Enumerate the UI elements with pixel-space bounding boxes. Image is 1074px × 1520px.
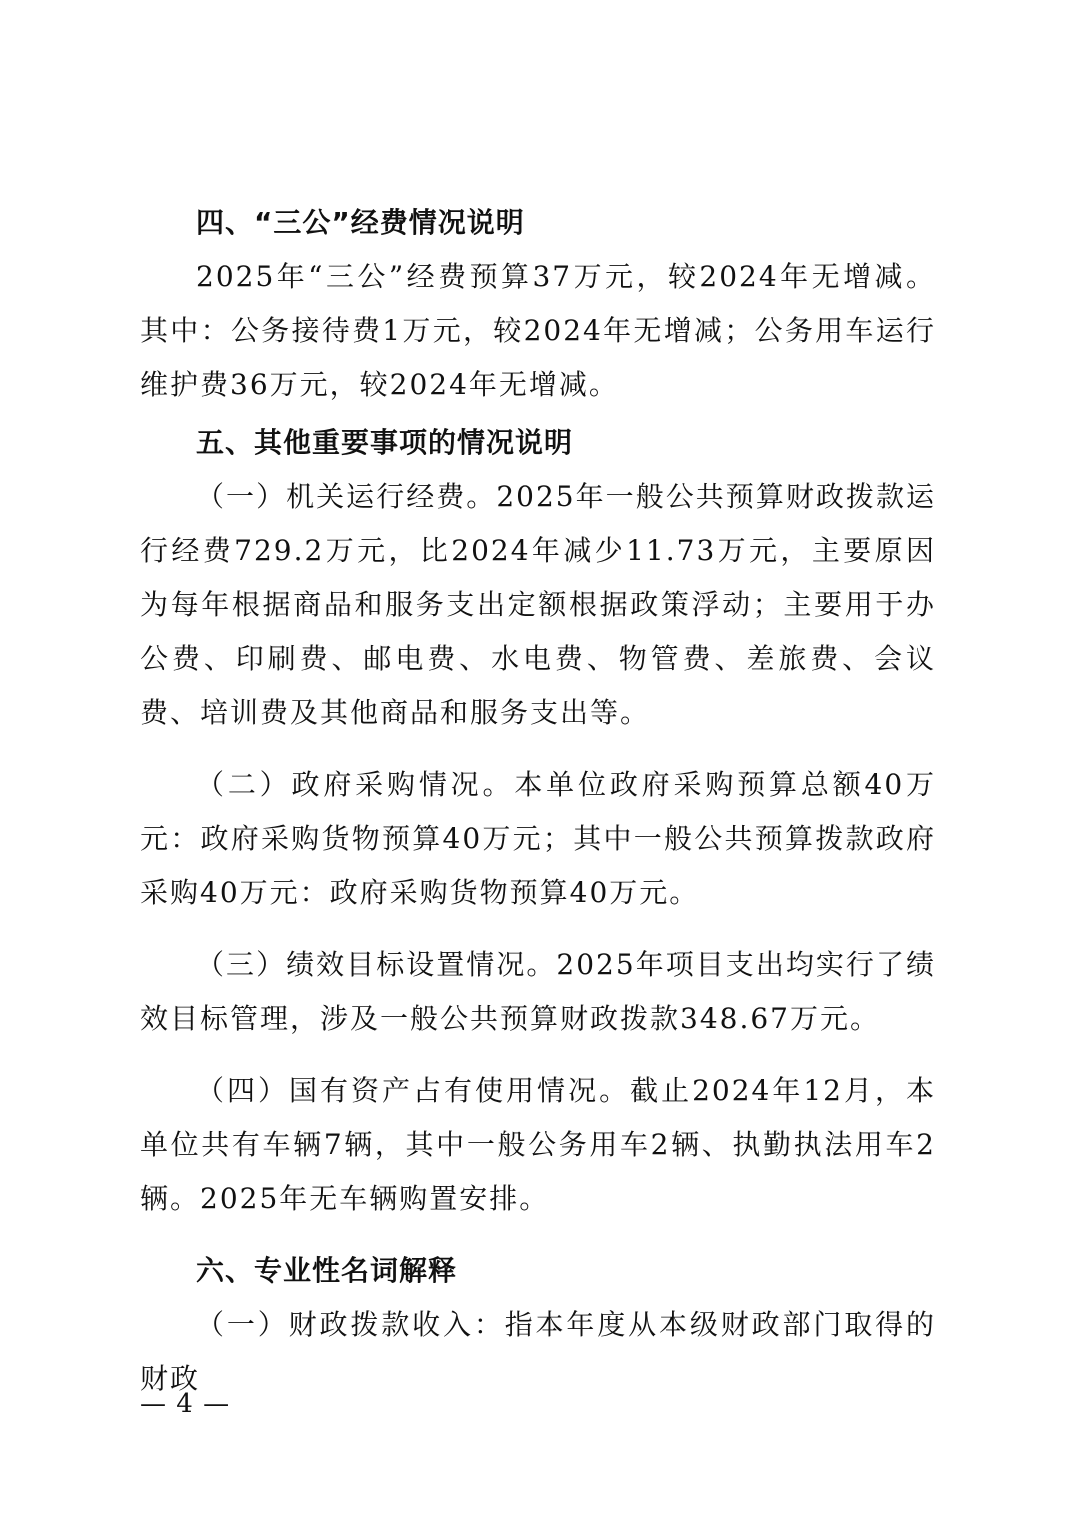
paragraph-operating-expenses: （一）机关运行经费。2025年一般公共预算财政拨款运行经费729.2万元，比2024年减少11.73万元，主要原因为每年根据商品和服务支出定额根据政策浮动；主要用于办公费、印刷费、邮电费、水电费、物管费、差旅费、会议费、培训费及其他商品和服务支出等。 [140, 480, 936, 729]
paragraph-performance-targets: （三）绩效目标设置情况。2025年项目支出均实行了绩效目标管理，涉及一般公共预算财政拨款348.67万元。 [140, 948, 936, 1035]
paragraph-fiscal-appropriation-income: （一）财政拨款收入：指本年度从本级财政部门取得的财政 [140, 1308, 936, 1395]
document-body [140, 196, 936, 1406]
section-heading-five: 五、其他重要事项的情况说明 [196, 426, 574, 459]
paragraph-state-assets: （四）国有资产占有使用情况。截止2024年12月，本单位共有车辆7辆，其中一般公务用车2辆、执勤执法用车2辆。2025年无车辆购置安排。 [140, 1074, 936, 1215]
section-heading-four: 四、“三公”经费情况说明 [196, 206, 525, 239]
paragraph-three-public-expenses: 2025年“三公”经费预算37万元，较2024年无增减。其中：公务接待费1万元，较2024年无增减；公务用车运行维护费36万元，较2024年无增减。 [140, 260, 936, 401]
paragraph-government-procurement: （二）政府采购情况。本单位政府采购预算总额40万元：政府采购货物预算40万元；其中一般公共预算拨款政府采购40万元：政府采购货物预算40万元。 [140, 768, 936, 909]
section-heading-six: 六、专业性名词解释 [196, 1254, 458, 1287]
page-number: — 4 — [140, 1389, 231, 1419]
